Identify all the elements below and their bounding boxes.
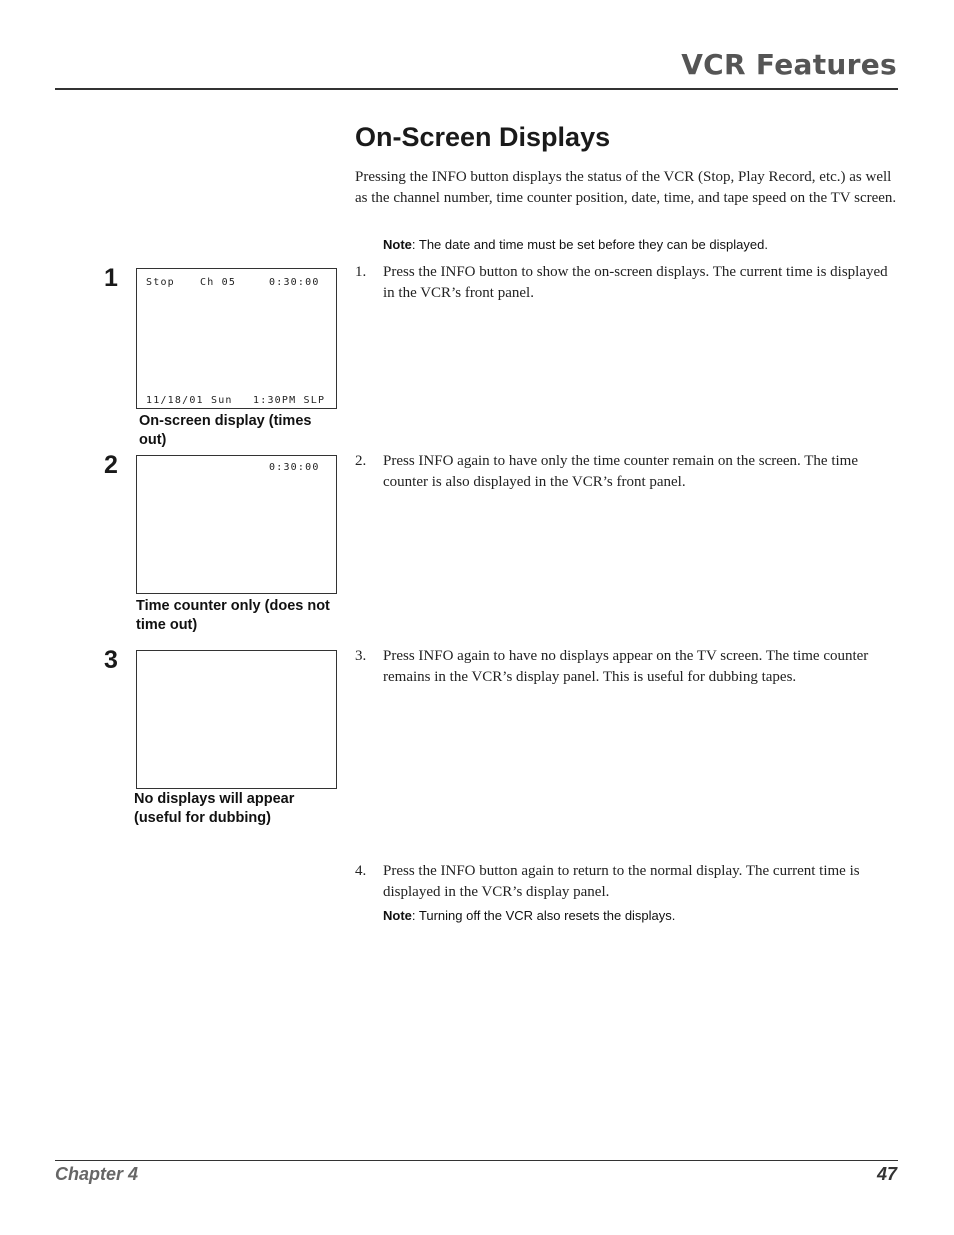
note-label: Note bbox=[383, 908, 412, 923]
step-1 bbox=[355, 262, 895, 303]
figure-number-1: 1 bbox=[104, 264, 118, 292]
note-label: Note bbox=[383, 237, 412, 252]
figure-number-2: 2 bbox=[104, 451, 118, 479]
footer-rule bbox=[55, 1160, 898, 1161]
tv-screen-blank bbox=[136, 650, 337, 789]
footer-chapter: Chapter 4 bbox=[55, 1164, 139, 1184]
osd-counter: 0:30:00 bbox=[269, 277, 320, 288]
step-2 bbox=[355, 451, 895, 492]
step-4 bbox=[355, 861, 895, 902]
osd-time-speed: 1:30PM SLP bbox=[253, 395, 326, 406]
figure-caption-3: No displays will appear (useful for dubbing) bbox=[134, 791, 295, 826]
osd-counter: 0:30:00 bbox=[269, 462, 320, 473]
osd-channel: Ch 05 bbox=[200, 277, 237, 288]
note-text: : Turning off the VCR also resets the displays. bbox=[411, 908, 676, 923]
footer-page-number: 47 bbox=[876, 1164, 897, 1184]
osd-status: Stop bbox=[146, 277, 175, 288]
header-rule bbox=[55, 88, 898, 90]
figure-caption-2: Time counter only (does not time out) bbox=[136, 598, 330, 633]
figure-number-3: 3 bbox=[104, 646, 118, 674]
step-text: Press the INFO button again to return to the normal display. The current time is displayed in the VCR’s display panel. bbox=[383, 863, 860, 900]
page-header-title: VCR Features bbox=[681, 48, 897, 81]
step-number: 3. bbox=[355, 648, 367, 664]
note-text: : The date and time must be set before they can be displayed. bbox=[411, 237, 768, 252]
note-reset bbox=[383, 908, 675, 923]
tv-screen-counter-only bbox=[136, 455, 337, 594]
section-title: On-Screen Displays bbox=[355, 122, 611, 152]
step-text: Press the INFO button to show the on-screen displays. The current time is displayed in the VCR’s front panel. bbox=[383, 264, 888, 301]
note-date-time bbox=[383, 237, 768, 252]
step-number: 4. bbox=[355, 863, 367, 879]
intro-paragraph: Pressing the INFO button displays the status of the VCR (Stop, Play Record, etc.) as well as the channel number, time counter position, date, time, and tape speed on the TV screen. bbox=[355, 169, 897, 206]
osd-date: 11/18/01 Sun bbox=[146, 395, 233, 406]
step-3 bbox=[355, 646, 895, 687]
step-text: Press INFO again to have no displays appear on the TV screen. The time counter remains in the VCR’s display panel. This is useful for dubbing tapes. bbox=[383, 648, 869, 685]
figure-caption-1: On-screen display (times out) bbox=[139, 413, 312, 448]
step-number: 1. bbox=[355, 264, 367, 280]
step-text: Press INFO again to have only the time counter remain on the screen. The time counter is also displayed in the VCR’s front panel. bbox=[383, 453, 859, 490]
tv-screen-full-display bbox=[136, 268, 337, 409]
step-number: 2. bbox=[355, 453, 367, 469]
